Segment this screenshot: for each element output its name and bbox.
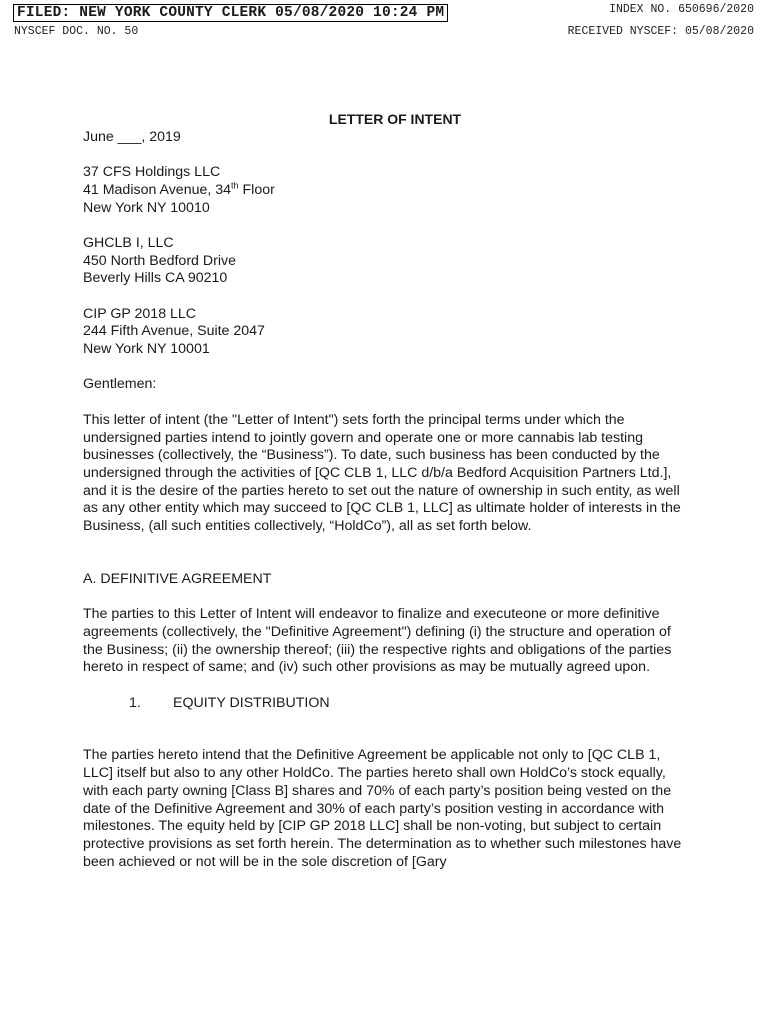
addressee-name: 37 CFS Holdings LLC [83, 164, 221, 181]
addressee-block [83, 306, 687, 359]
addressee-city: New York NY 10001 [83, 341, 210, 358]
item-1-paragraph: The parties hereto intend that the Definitive Agreement be applicable not only to [QC CLB 1, LLC] itself but also to any other HoldCo. The parties hereto shall own HoldCo’s stock equally, with each party owning [Class B] shares and 70% of each party’s position being vested on the date of the Definitive Agreement and 30% of each party’s position vesting in accordance with milestones. The equity held by [CIP GP 2018 LLC] shall be non-voting, but subject to certain protective provisions as set forth herein. The determination as to whether such milestones have been achieved or not will be in the sole discretion of [Gary [83, 747, 682, 870]
received-date: RECEIVED NYSCEF: 05/08/2020 [567, 25, 754, 38]
item-1-number: 1. [129, 694, 141, 711]
letter-date: June ___, 2019 [83, 128, 181, 145]
addressee-street: 41 Madison Avenue, 34th Floor [83, 180, 275, 198]
addressee-name: GHCLB I, LLC [83, 234, 174, 251]
addressee-block [83, 164, 687, 217]
nyscef-doc-number: NYSCEF DOC. NO. 50 [14, 25, 139, 38]
section-a-heading: A. DEFINITIVE AGREEMENT [83, 570, 272, 587]
addressee-city: New York NY 10010 [83, 199, 210, 216]
addressee-street: 244 Fifth Avenue, Suite 2047 [83, 323, 265, 340]
index-number: INDEX NO. 650696/2020 [609, 3, 754, 16]
addressee-city: Beverly Hills CA 90210 [83, 270, 228, 287]
ordinal-suffix: th [231, 180, 239, 191]
intro-paragraph: This letter of intent (the "Letter of Intent") sets forth the principal terms under which the undersigned parties intend to jointly govern and operate one or more cannabis lab testing businesses (collectively, the “Business”). To date, such business has been conducted by the undersigned through the activities of [QC CLB 1, LLC d/b/a Bedford Acquisition Partners Ltd.], and it is the desire of the parties hereto to set out the nature of ownership in such entity, as well as any other entity which may succeed to [QC CLB 1, LLC] as ultimate holder of interests in the Business, (all such entities collectively, “HoldCo”), all as set forth below. [83, 411, 681, 535]
addressee-block [83, 235, 687, 288]
addressee-street: 450 North Bedford Drive [83, 252, 236, 269]
item-1-heading: EQUITY DISTRIBUTION [173, 694, 330, 711]
letter-title: LETTER OF INTENT [328, 111, 462, 127]
addressee-name: CIP GP 2018 LLC [83, 305, 197, 322]
section-a-paragraph: The parties to this Letter of Intent will endeavor to finalize and executeone or more definitive agreements (collectively, the "Definitive Agreement") defining (i) the structure and operation of the Business; (ii) the ownership thereof; (iii) the respective rights and obligations of the parties hereto in respect of same; and (iv) such other provisions as may be mutually agreed upon. [83, 606, 672, 676]
filed-stamp: FILED: NEW YORK COUNTY CLERK 05/08/2020 10:24 PM [13, 4, 448, 22]
salutation: Gentlemen: [83, 376, 157, 393]
letter-body [83, 111, 687, 871]
item-1-heading-row [83, 695, 687, 713]
